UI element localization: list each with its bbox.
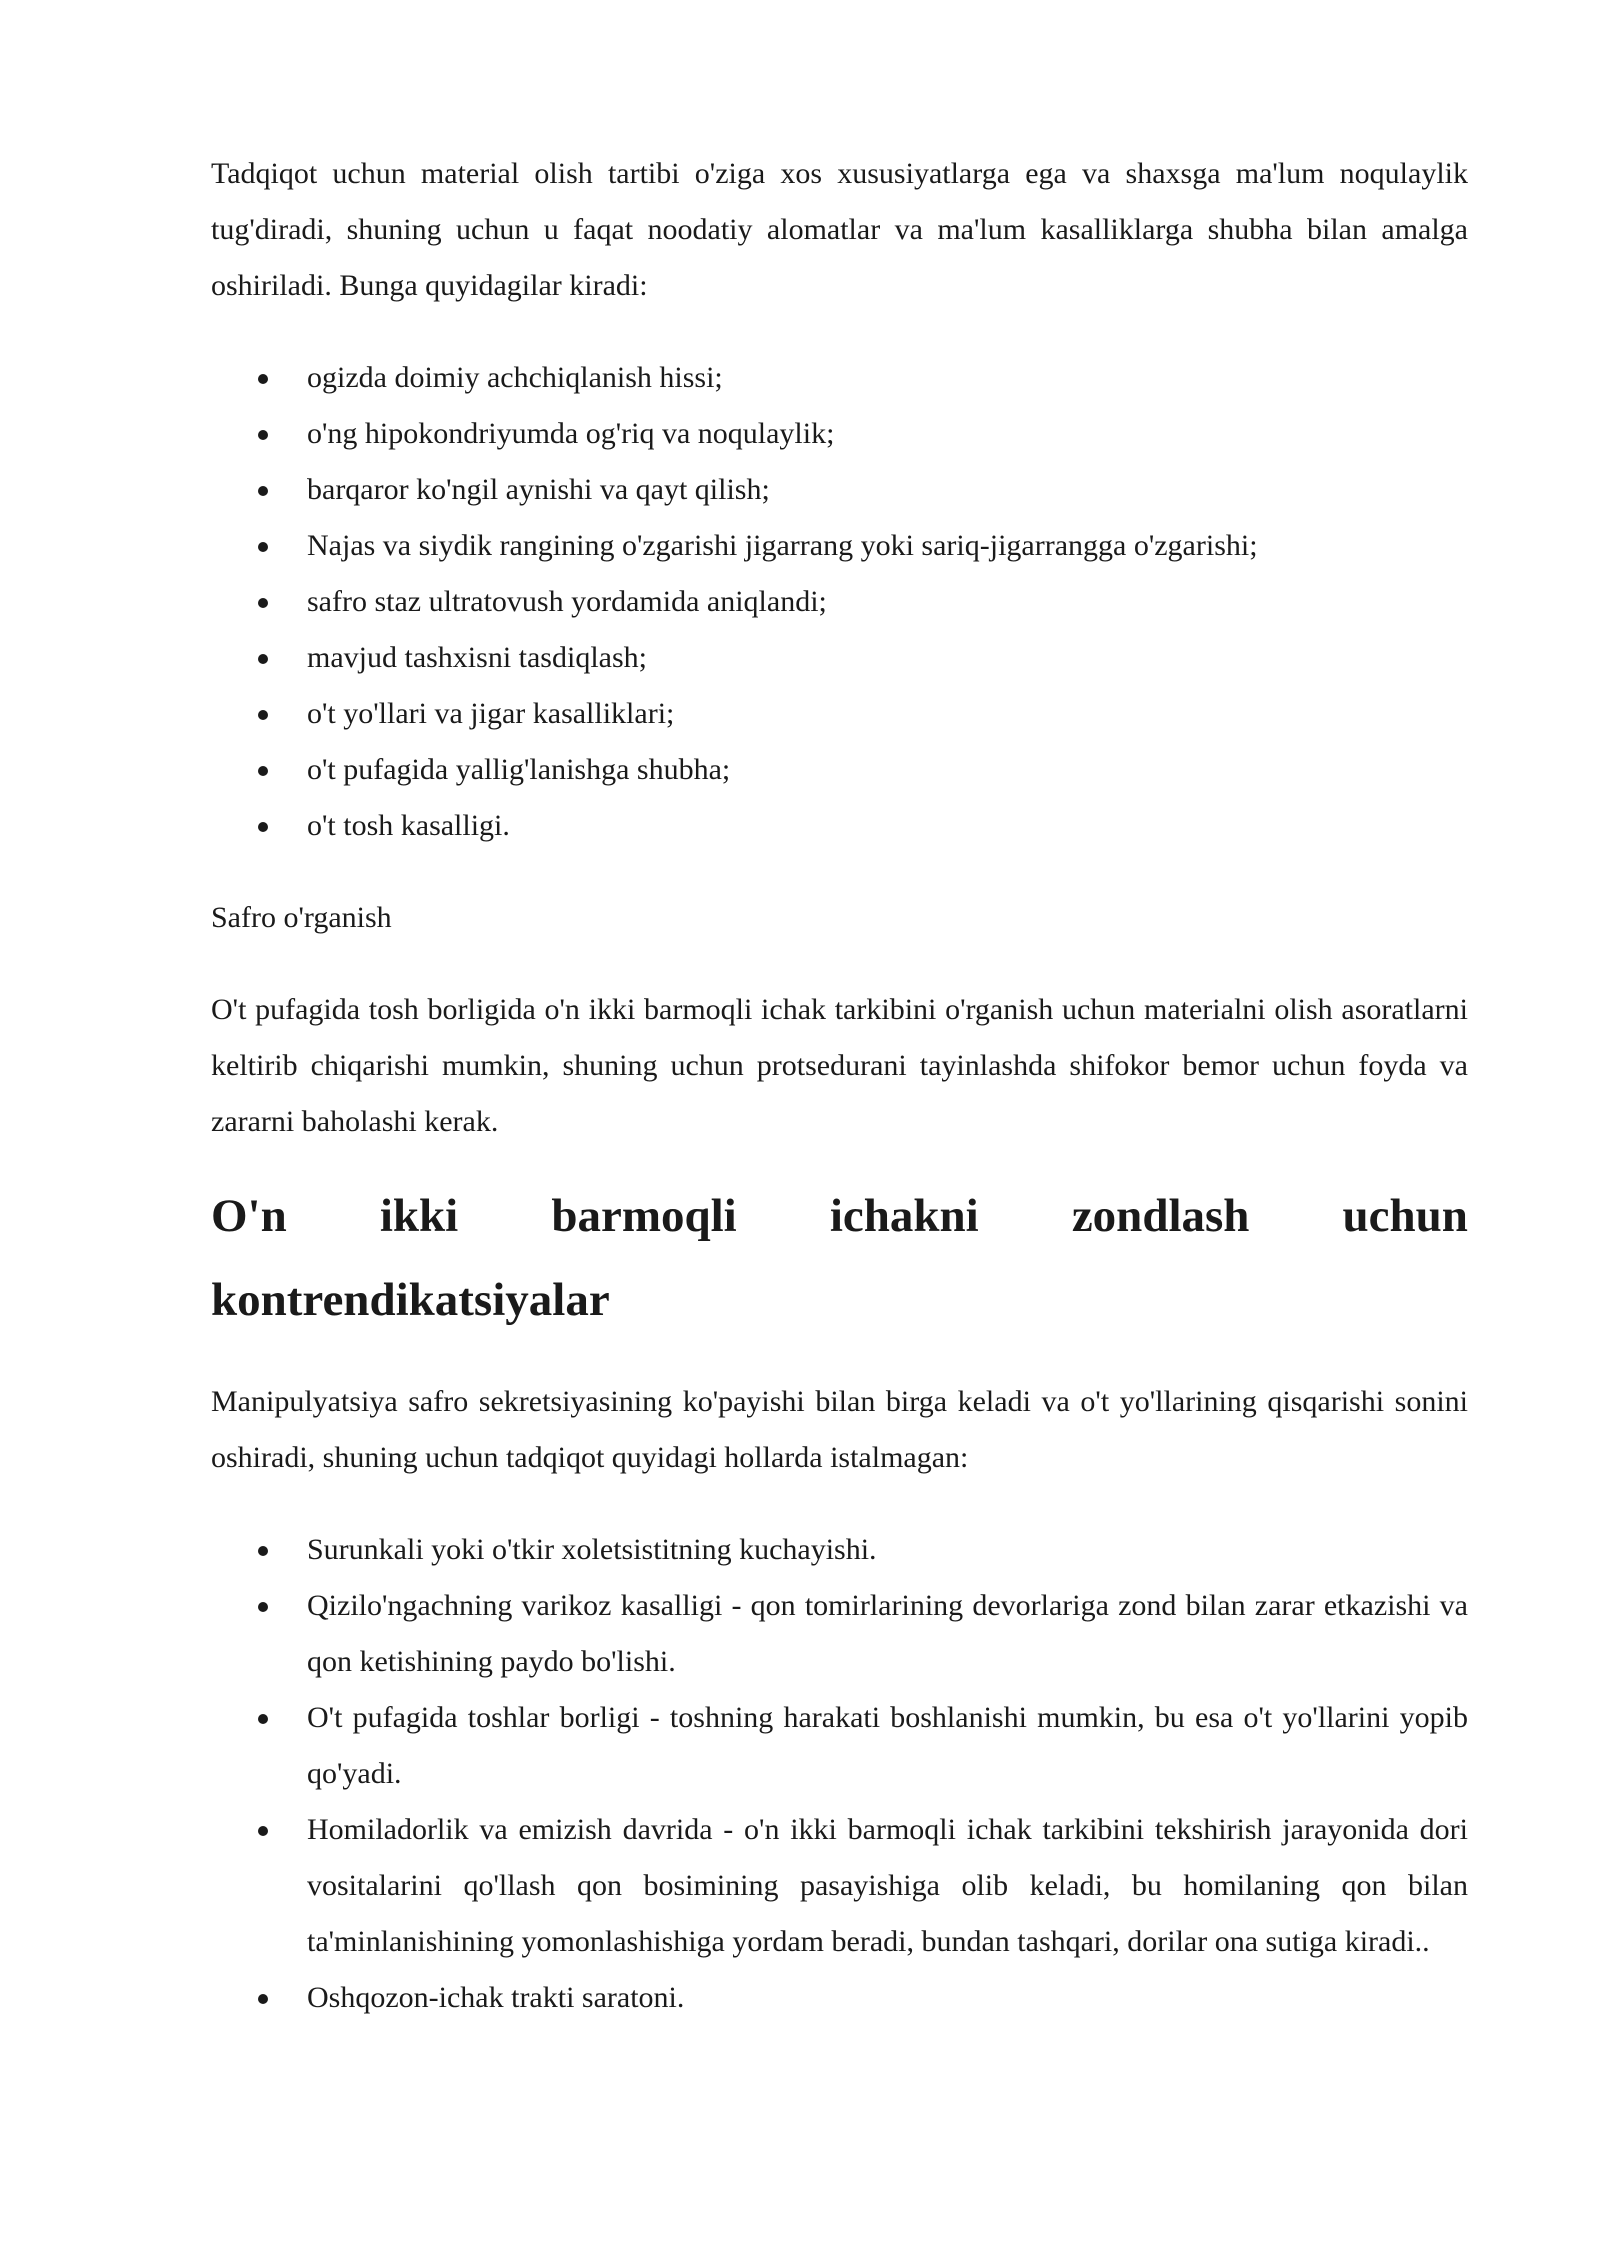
list-item: o'ng hipokondriyumda og'riq va noqulaylik;	[211, 406, 1468, 462]
list-item: mavjud tashxisni tasdiqlash;	[211, 630, 1468, 686]
bullet-icon	[258, 430, 268, 440]
indications-list	[211, 350, 1468, 854]
contraindications-heading	[211, 1174, 1468, 1342]
bullet-icon	[258, 766, 268, 776]
list-item: safro staz ultratovush yordamida aniqlandi;	[211, 574, 1468, 630]
contraindications-list	[211, 1522, 1468, 2026]
bullet-icon	[258, 598, 268, 608]
bullet-icon	[258, 1546, 268, 1556]
section-subheading: Safro o'rganish	[211, 901, 392, 934]
bullet-icon	[258, 822, 268, 832]
list-item: o't yo'llari va jigar kasalliklari;	[211, 686, 1468, 742]
heading-line-1: O'n ikki barmoqli ichakni zondlash uchun	[211, 1190, 1468, 1242]
bullet-icon	[258, 1714, 268, 1724]
list-item: Homiladorlik va emizish davrida - o'n ikki barmoqli ichak tarkibini tekshirish jarayonida dori vositalarini qo'llash qon bosimining pasayishiga olib keladi, bu homilaning qon bilan ta'minlanishining yomonlashishiga yordam beradi, bundan tashqari, dorilar ona sutiga kiradi..	[211, 1802, 1468, 1970]
list-item: ogizda doimiy achchiqlanish hissi;	[211, 350, 1468, 406]
contraindications-intro: Manipulyatsiya safro sekretsiyasining ko'payishi bilan birga keladi va o't yo'llarining qisqarishi sonini oshiradi, shuning uchun tadqiqot quyidagi hollarda istalmagan:	[211, 1385, 1468, 1474]
risk-paragraph: O't pufagida tosh borligida o'n ikki barmoqli ichak tarkibini o'rganish uchun materialni olish asoratlarni keltirib chiqarishi mumkin, shuning uchun protsedurani tayinlashda shifokor bemor uchun foyda va zararni baholashi kerak.	[211, 993, 1468, 1138]
bullet-icon	[258, 1826, 268, 1836]
list-item: barqaror ko'ngil aynishi va qayt qilish;	[211, 462, 1468, 518]
bullet-icon	[258, 1602, 268, 1612]
document-page	[211, 146, 1468, 2026]
list-item: o't pufagida yallig'lanishga shubha;	[211, 742, 1468, 798]
heading-line-2: kontrendikatsiyalar	[211, 1274, 610, 1326]
bullet-icon	[258, 1994, 268, 2004]
bullet-icon	[258, 654, 268, 664]
list-item: Najas va siydik rangining o'zgarishi jigarrang yoki sariq-jigarrangga o'zgarishi;	[211, 518, 1468, 574]
bullet-icon	[258, 486, 268, 496]
bullet-icon	[258, 542, 268, 552]
list-item: Qizilo'ngachning varikoz kasalligi - qon tomirlarining devorlariga zond bilan zarar etkazishi va qon ketishining paydo bo'lishi.	[211, 1578, 1468, 1690]
list-item: Oshqozon-ichak trakti saratoni.	[211, 1970, 1468, 2026]
list-item: Surunkali yoki o'tkir xoletsistitning kuchayishi.	[211, 1522, 1468, 1578]
list-item: o't tosh kasalligi.	[211, 798, 1468, 854]
bullet-icon	[258, 374, 268, 384]
bullet-icon	[258, 710, 268, 720]
list-item: O't pufagida toshlar borligi - toshning harakati boshlanishi mumkin, bu esa o't yo'llarini yopib qo'yadi.	[211, 1690, 1468, 1802]
intro-paragraph: Tadqiqot uchun material olish tartibi o'ziga xos xususiyatlarga ega va shaxsga ma'lum noqulaylik tug'diradi, shuning uchun u faqat noodatiy alomatlar va ma'lum kasalliklarga shubha bilan amalga oshiriladi. Bunga quyidagilar kiradi:	[211, 157, 1468, 302]
